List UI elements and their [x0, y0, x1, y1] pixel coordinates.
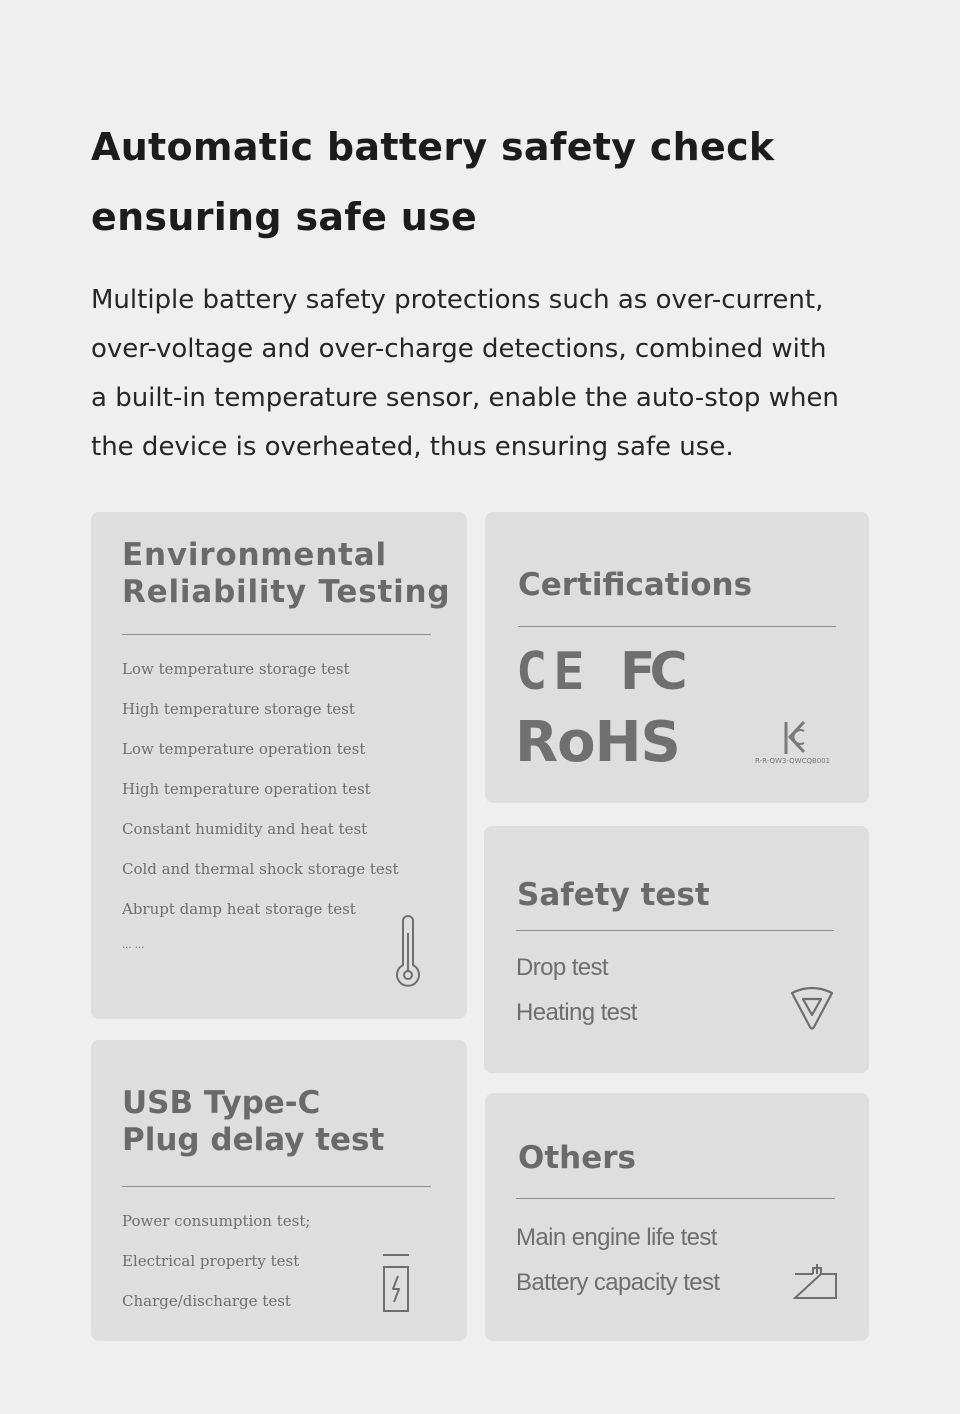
shield-triangle-icon	[787, 985, 837, 1031]
list-item: Low temperature storage test	[122, 660, 350, 678]
intro-paragraph	[91, 276, 891, 472]
list-item: Electrical property test	[122, 1252, 300, 1270]
headline-line-1: Automatic battery safety check	[91, 125, 775, 169]
thermometer-icon	[393, 915, 423, 987]
environmental-title	[122, 537, 450, 611]
list-item: Cold and thermal shock storage test	[122, 860, 399, 878]
safety-list	[516, 954, 637, 1044]
environmental-title-line-1: Environmental	[122, 537, 387, 573]
card-divider	[516, 1198, 835, 1199]
headline-line-2: ensuring safe use	[91, 195, 478, 239]
list-item: High temperature storage test	[122, 700, 355, 718]
intro-line: Multiple battery safety protections such as over-current,	[91, 285, 824, 315]
list-item: Low temperature operation test	[122, 740, 366, 758]
kc-mark-icon	[782, 720, 808, 756]
intro-line: a built-in temperature sensor, enable the auto-stop when	[91, 383, 839, 413]
environmental-list	[122, 649, 399, 969]
rohs-mark-icon: RoHS	[515, 710, 680, 775]
list-item: Drop test	[516, 954, 608, 981]
safety-title: Safety test	[517, 877, 710, 913]
list-item: Battery capacity test	[516, 1269, 720, 1296]
certifications-card	[485, 512, 869, 803]
list-item: Heating test	[516, 999, 637, 1026]
list-item: ... ...	[122, 940, 145, 951]
others-title: Others	[518, 1140, 637, 1176]
battery-capacity-icon	[793, 1262, 839, 1300]
list-item: Main engine life test	[516, 1224, 717, 1251]
card-divider	[122, 1186, 431, 1187]
safety-card	[484, 826, 869, 1073]
certifications-title: Certifications	[518, 567, 753, 603]
usb-list	[122, 1201, 310, 1321]
environmental-card	[91, 512, 467, 1019]
others-card	[485, 1093, 869, 1341]
kc-code: R-R-QW3-QWCQB001	[755, 757, 831, 765]
page-headline	[91, 112, 891, 252]
list-item: Power consumption test;	[122, 1212, 311, 1230]
ce-mark-icon: CE	[516, 642, 591, 702]
card-divider	[122, 634, 431, 635]
intro-line: the device is overheated, thus ensuring safe use.	[91, 432, 734, 462]
list-item: Abrupt damp heat storage test	[122, 900, 356, 918]
list-item: Constant humidity and heat test	[122, 820, 368, 838]
fcc-mark-icon: FC	[620, 642, 682, 702]
usb-title-line-2: Plug delay test	[122, 1122, 385, 1158]
others-list	[516, 1224, 720, 1314]
card-divider	[518, 626, 836, 627]
intro-line: over-voltage and over-charge detections, combined with	[91, 334, 827, 364]
list-item: Charge/discharge test	[122, 1292, 291, 1310]
usb-title	[122, 1085, 384, 1159]
environmental-title-line-2: Reliability Testing	[122, 574, 451, 610]
usb-card	[91, 1040, 467, 1341]
battery-charging-icon	[381, 1252, 411, 1314]
usb-title-line-1: USB Type-C	[122, 1085, 321, 1121]
card-divider	[516, 930, 834, 931]
list-item: High temperature operation test	[122, 780, 371, 798]
